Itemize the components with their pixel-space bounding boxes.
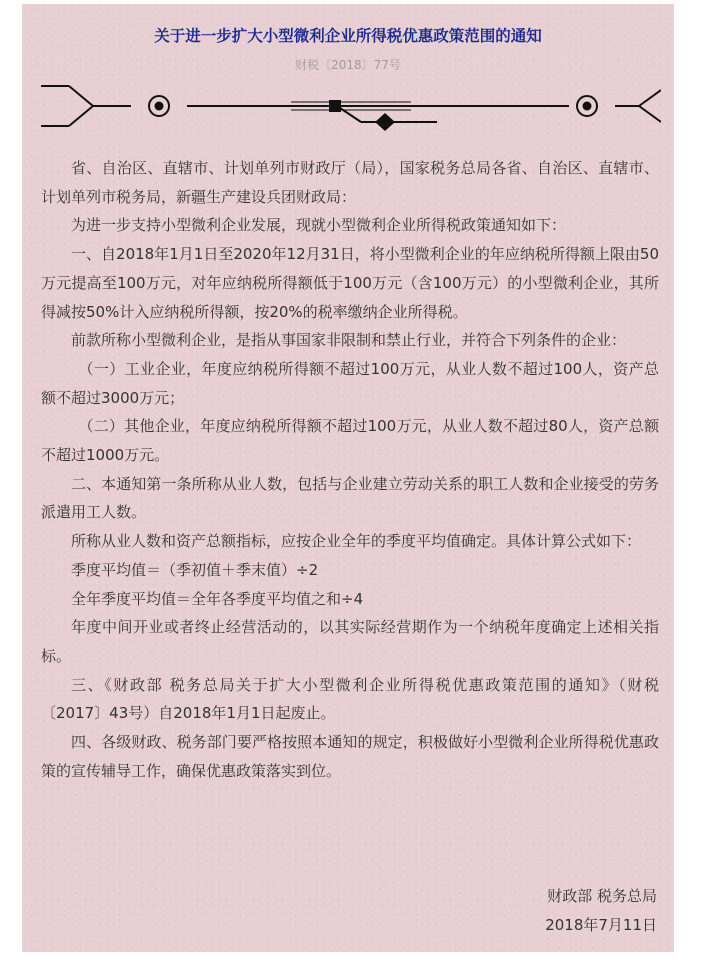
paragraph-condition-2: （二）其他企业，年度应纳税所得额不超过100万元，从业人数不超过80人，资产总额不超过1000万元。: [41, 417, 659, 465]
issuing-authority: 财政部 税务总局: [547, 887, 657, 905]
right-ring-icon: [577, 96, 597, 116]
signature-block: [545, 882, 657, 939]
square-marker-icon: [329, 100, 341, 112]
paragraph-midyear: 年度中间开业或者终止经营活动的，以其实际经营期作为一个纳税年度确定上述相关指标。: [41, 618, 659, 665]
left-ring-icon: [149, 96, 169, 116]
document-number: 财税〔2018〕77号: [295, 58, 401, 72]
paragraph-formula-year: 全年季度平均值＝全年各季度平均值之和÷4: [71, 589, 364, 608]
paragraph-article-3: 三、《财政部 税务总局关于扩大小型微利企业所得税优惠政策范围的通知》（财税〔2017〕43号）自2018年1月1日起废止。: [41, 675, 659, 723]
decorative-divider: [41, 78, 661, 138]
document-title: 关于进一步扩大小型微利企业所得税优惠政策范围的通知: [154, 27, 542, 45]
document-body: [41, 154, 659, 785]
paragraph-article-2: 二、本通知第一条所称从业人数，包括与企业建立劳动关系的职工人数和企业接受的劳务派遣用工人数。: [41, 474, 659, 522]
paragraph-condition-1: （一）工业企业，年度应纳税所得额不超过100万元，从业人数不超过100人，资产总额不超过3000万元；: [41, 359, 659, 407]
issue-date: 2018年7月11日: [545, 915, 657, 934]
paragraph-article-1: 一、自2018年1月1日至2020年12月31日，将小型微利企业的年应纳税所得额上限由50万元提高至100万元，对年应纳税所得额低于100万元（含100万元）的小型微利企业，其所得减按50%计入应纳税所得额，按20%的税率缴纳企业所得税。: [41, 245, 659, 321]
diamond-marker-icon: [375, 113, 395, 131]
paragraph-average-rule: 所称从业人数和资产总额指标，应按企业全年的季度平均值确定。具体计算公式如下：: [71, 532, 642, 551]
paragraph-intro: 为进一步支持小型微利企业发展，现就小型微利企业所得税政策通知如下：: [71, 216, 567, 235]
paragraph-article-4: 四、各级财政、税务部门要严格按照本通知的规定，积极做好小型微利企业所得税优惠政策的宣传辅导工作，确保优惠政策落实到位。: [41, 733, 659, 780]
paragraph-formula-quarter: 季度平均值＝（季初值＋季末值）÷2: [71, 560, 319, 579]
document-page: [22, 4, 674, 952]
paragraph-definition: 前款所称小型微利企业，是指从事国家非限制和禁止行业，并符合下列条件的企业：: [71, 331, 627, 350]
paragraph-addressees: 省、自治区、直辖市、计划单列市财政厅（局），国家税务总局各省、自治区、直辖市、计划单列市税务局，新疆生产建设兵团财政局：: [41, 159, 659, 206]
